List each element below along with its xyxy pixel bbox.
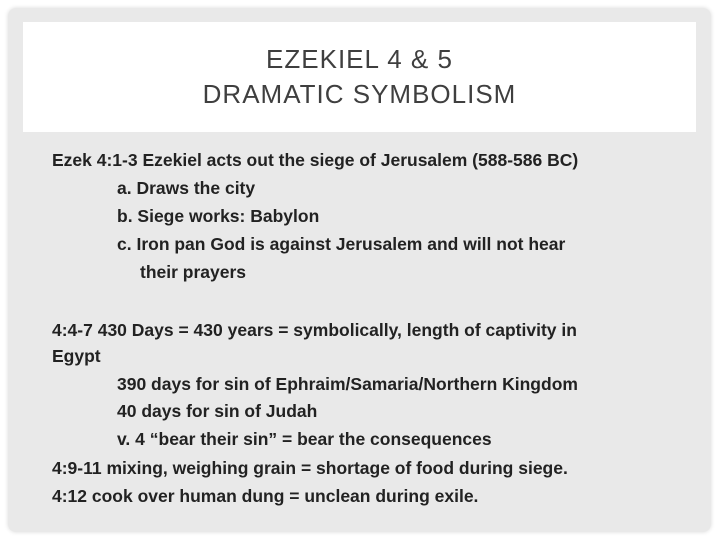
title-box — [23, 22, 696, 132]
body-line-their-prayers: their prayers — [140, 262, 247, 282]
slide — [8, 8, 711, 532]
body-line-ezek-4-1-3: Ezek 4:1-3 Ezekiel acts out the siege of Jerusalem (588-586 BC) — [52, 150, 579, 170]
body-line-40-days: 40 days for sin of Judah — [117, 401, 318, 421]
body-line-egypt: Egypt — [52, 346, 101, 366]
body-line-4-9-11: 4:9-11 mixing, weighing grain = shortage of food during siege. — [52, 458, 568, 478]
body-line-siege-works: b. Siege works: Babylon — [117, 206, 320, 226]
body-line-4-4-7: 4:4-7 430 Days = 430 years = symbolically, length of captivity in — [52, 320, 577, 340]
body-line-draws-city: a. Draws the city — [117, 178, 256, 198]
body-line-bear-their-sin: v. 4 “bear their sin” = bear the consequences — [117, 429, 492, 449]
slide-title-line-2: DRAMATIC SYMBOLISM — [202, 79, 517, 109]
body-line-4-12: 4:12 cook over human dung = unclean during exile. — [52, 486, 479, 506]
slide-title-line-1: EZEKIEL 4 & 5 — [266, 44, 453, 74]
body-line-390-days: 390 days for sin of Ephraim/Samaria/Northern Kingdom — [117, 374, 578, 394]
body-line-iron-pan: c. Iron pan God is against Jerusalem and will not hear — [117, 234, 566, 254]
